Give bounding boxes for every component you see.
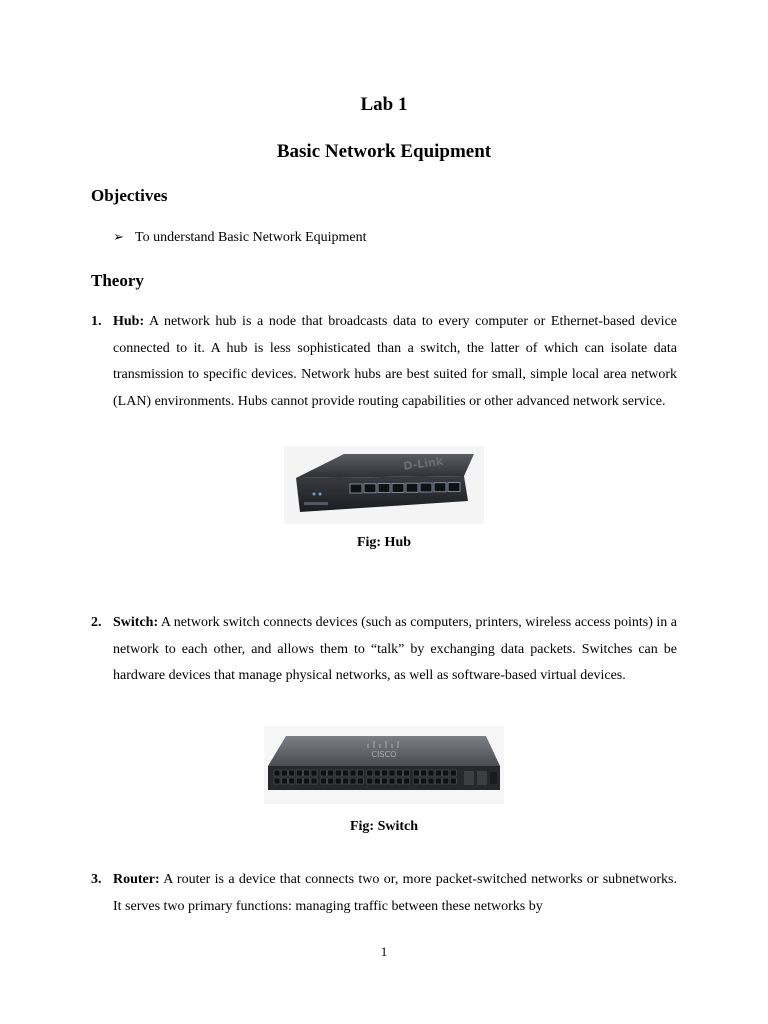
doc-subtitle: Basic Network Equipment	[276, 141, 492, 162]
switch-port	[311, 770, 317, 776]
switch-port	[328, 778, 334, 784]
switch-port	[357, 770, 363, 776]
switch-port	[450, 778, 456, 784]
switch-port	[421, 778, 427, 784]
switch-port	[304, 770, 310, 776]
theory-item-switch	[91, 610, 677, 690]
hub-logo: D-Link	[402, 454, 444, 473]
switch-port	[350, 778, 356, 784]
switch-port	[320, 778, 326, 784]
switch-port	[274, 770, 280, 776]
switch-port	[443, 770, 449, 776]
switch-port	[296, 770, 302, 776]
switch-port	[328, 770, 334, 776]
theory-item-router	[91, 867, 677, 920]
switch-port	[281, 770, 287, 776]
switch-port	[389, 778, 395, 784]
switch-port	[357, 778, 363, 784]
item-term: Switch:	[113, 615, 159, 630]
item-text: A network switch connects devices (such as computers, printers, wireless access points) in a network to each other, and allows them to “talk” by exchanging data packets. Switches can be hardware devices that manage physical networks, as well as software-based virtual devices.	[113, 615, 677, 684]
switch-port	[413, 778, 419, 784]
switch-port	[274, 778, 280, 784]
doc-title: Lab 1	[360, 94, 408, 115]
switch-port	[367, 770, 373, 776]
theory-heading: Theory	[91, 271, 144, 290]
item-number: 2.	[91, 615, 102, 630]
switch-port	[335, 770, 341, 776]
switch-port	[296, 778, 302, 784]
switch-port	[374, 770, 380, 776]
switch-port	[289, 778, 295, 784]
switch-caption: Fig: Switch	[349, 819, 419, 834]
switch-port	[404, 778, 410, 784]
switch-port	[289, 770, 295, 776]
switch-port	[382, 778, 388, 784]
switch-port	[374, 778, 380, 784]
switch-port	[304, 778, 310, 784]
switch-port	[428, 770, 434, 776]
switch-image	[264, 726, 504, 804]
switch-port	[396, 778, 402, 784]
item-text: A router is a device that connects two or, more packet-switched networks or subnetworks. It serves two primary functions: managing traffic between these networks by	[113, 872, 678, 914]
switch-port	[367, 778, 373, 784]
switch-port	[335, 778, 341, 784]
item-number: 1.	[91, 314, 102, 329]
switch-port	[389, 770, 395, 776]
switch-port	[428, 778, 434, 784]
switch-port	[396, 770, 402, 776]
objectives-heading: Objectives	[91, 186, 168, 205]
switch-port	[404, 770, 410, 776]
hub-figure	[0, 446, 768, 529]
item-number: 3.	[91, 872, 102, 887]
switch-port	[443, 778, 449, 784]
switch-logo: CISCO	[371, 750, 397, 759]
switch-port	[421, 770, 427, 776]
objective-bullet	[113, 230, 367, 246]
switch-figure	[0, 726, 768, 809]
item-text: A network hub is a node that broadcasts data to every computer or Ethernet-based device connected to it. A hub is less sophisticated than a switch, the latter of which can isolate data transmission to specific devices. Network hubs are best suited for small, simple local area network (LAN) environments. Hubs cannot provide routing capabilities or other advanced network service.	[113, 314, 677, 410]
switch-port	[311, 778, 317, 784]
objective-text: To understand Basic Network Equipment	[135, 230, 367, 245]
hub-caption: Fig: Hub	[356, 535, 412, 550]
switch-port	[450, 770, 456, 776]
switch-port	[413, 770, 419, 776]
switch-port	[343, 778, 349, 784]
switch-port	[281, 778, 287, 784]
page-number: 1	[380, 944, 388, 959]
theory-item-hub	[91, 309, 677, 416]
switch-port	[435, 778, 441, 784]
item-term: Hub:	[113, 314, 145, 329]
switch-port	[343, 770, 349, 776]
hub-image	[284, 446, 484, 524]
switch-port	[435, 770, 441, 776]
item-term: Router:	[113, 872, 160, 887]
switch-port	[382, 770, 388, 776]
arrow-bullet-icon: ➢	[113, 230, 124, 245]
switch-port	[320, 770, 326, 776]
switch-port	[350, 770, 356, 776]
